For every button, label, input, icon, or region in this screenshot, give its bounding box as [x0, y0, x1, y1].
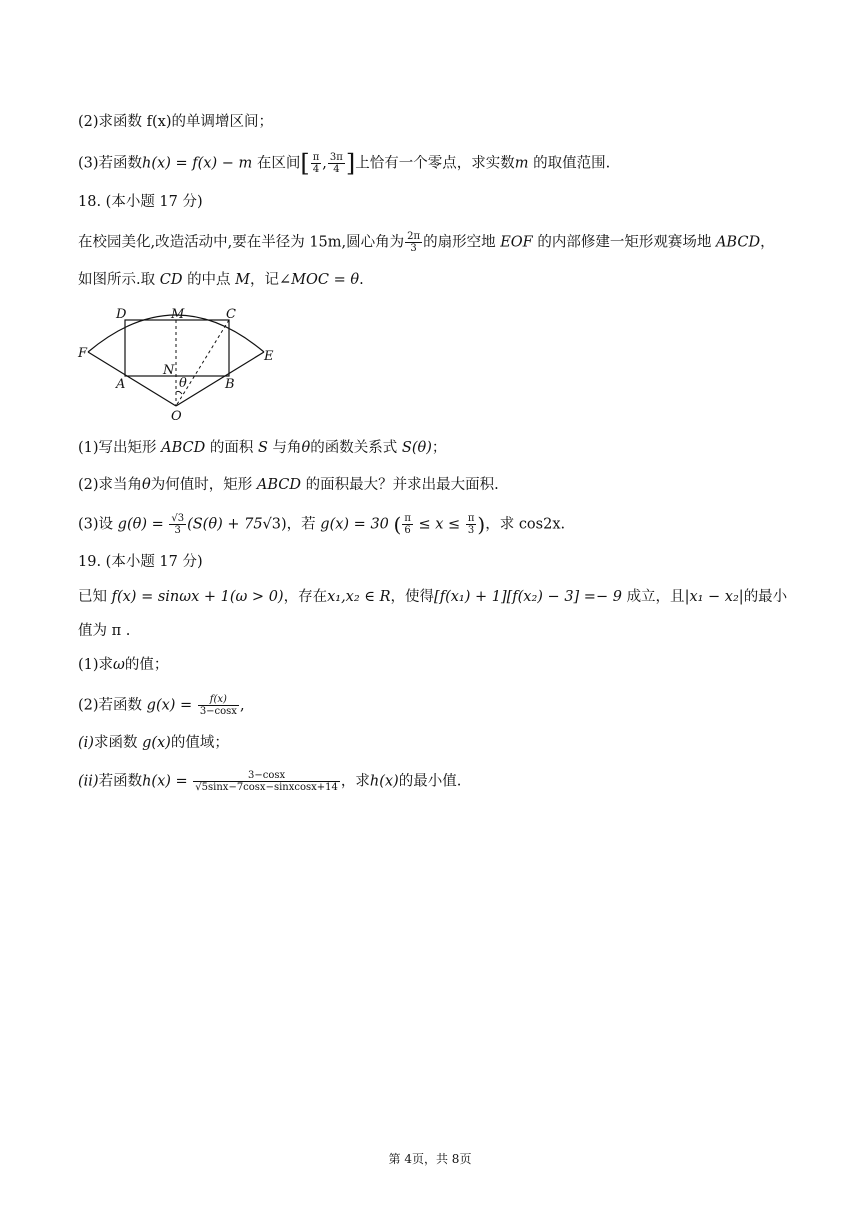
q19-i-a: (i): [78, 735, 94, 751]
q18-1-s-theta: S(θ): [401, 440, 432, 456]
q18-1-c: 的面积: [209, 440, 254, 456]
q18-2-a: (2)求当角: [78, 477, 143, 493]
label-f: F: [78, 346, 88, 361]
q17-part3: (3)若函数h(x) = f(x) − m 在区间[ $\frac{\pi}{4}$ , $\frac{3\pi}{4}$ ]上恰有一个零点，求实数m 的取值范围.: [78, 149, 611, 178]
q18-body1-abcd: ABCD: [715, 234, 761, 251]
interval-left-fraction: [311, 152, 322, 175]
q19-i-g: g(x): [142, 735, 171, 751]
paren-close: ): [477, 512, 486, 537]
q18-body-line1: [78, 231, 775, 254]
bound-left-num: π: [404, 513, 411, 524]
interval-right-den: 4: [333, 164, 340, 175]
sqrt3-over-3-fraction: [169, 513, 186, 536]
q18-body1-eof: EOF: [500, 234, 533, 251]
q19-body1-a: 已知: [78, 589, 107, 605]
label-d: D: [116, 307, 127, 322]
q19-ii-f: 的最小值.: [398, 773, 462, 790]
q18-2-theta: θ: [142, 477, 151, 493]
bound-right-num: π: [467, 513, 475, 524]
q19-body-line1: [78, 587, 787, 607]
q18-body1-f: ，: [760, 234, 775, 251]
q19-1-c: 的值；: [124, 657, 169, 673]
q18-1-g: 的函数关系式: [310, 440, 398, 456]
bound-right-fraction: [466, 513, 477, 536]
dashed-oc: [176, 320, 229, 406]
angle-num: 2π: [407, 231, 421, 242]
q19-2-c: ,: [239, 697, 245, 714]
h-fraction: [193, 770, 340, 793]
q19-body1-c: ，存在: [283, 589, 328, 605]
q19-body1-e: ，使得: [390, 589, 435, 605]
label-theta: θ: [179, 376, 187, 391]
bound-left-fraction: [402, 513, 413, 536]
paren-open: (: [393, 512, 402, 537]
q17-part3-text-f: 的取值范围.: [533, 155, 611, 172]
q19-1-omega: ω: [113, 657, 125, 673]
q18-body2-e: ，记: [250, 272, 280, 288]
q18-header-text: 18. (本小题 17 分): [78, 194, 203, 210]
g-fraction: [198, 694, 239, 717]
q19-1-a: (1)求: [78, 657, 114, 673]
q19-ii-d: ，求: [340, 773, 370, 790]
angle-den: 3: [410, 243, 417, 254]
q18-body-line2: [78, 270, 364, 290]
q17-part3-text-a: (3)若函数: [78, 155, 143, 172]
q18-3-a: (3)设: [78, 516, 114, 533]
q19-ii-a: (ii): [78, 773, 99, 790]
sqrt3-den: 3: [174, 525, 181, 536]
q19-i-b: 求函数: [93, 735, 138, 751]
h-num: 3−cosx: [193, 770, 340, 782]
label-e: E: [264, 349, 274, 364]
interval-left-num: π: [312, 152, 320, 163]
q18-body2-c: 的中点: [187, 272, 231, 288]
sqrt3-num: √3: [171, 513, 185, 524]
label-n: N: [163, 363, 175, 378]
q19-body1-equation: [f(x₁) + 1][f(x₂) − 3] =− 9: [434, 589, 622, 605]
q18-body2-cd: CD: [159, 272, 183, 288]
radius-oe: [176, 352, 264, 406]
q18-header: [78, 192, 203, 212]
q18-3-d: )，若: [281, 516, 316, 533]
bound-right-den: 3: [467, 525, 475, 536]
q18-3-c: (S(θ) + 75: [187, 516, 263, 533]
q19-header: [78, 552, 203, 572]
q19-body1-i: 的最小: [743, 589, 788, 605]
q18-body2-angle: ∠MOC = θ: [279, 272, 360, 288]
g-num: f(x): [198, 694, 239, 706]
right-bracket: ]: [345, 149, 356, 178]
label-c: C: [226, 307, 236, 322]
q18-3-cos2x: cos2x.: [518, 516, 566, 533]
q17-part3-var-m: m: [514, 155, 529, 172]
q17-part2-text: (2)求函数 f(x)的单调增区间；: [78, 114, 274, 130]
page-number: 第 4页，共 8页: [388, 1152, 472, 1166]
q18-3-g-x: g(x) = 30: [320, 516, 389, 533]
interval-left-den: 4: [312, 164, 320, 175]
q18-1-i: ；: [431, 440, 447, 456]
q18-body2-m: M: [235, 272, 251, 288]
q19-2-g: g(x) =: [146, 697, 193, 714]
label-m: M: [171, 307, 185, 322]
bound-left-den: 6: [404, 525, 411, 536]
page-footer: [0, 1150, 860, 1167]
q19-header-text: 19. (本小题 17 分): [78, 554, 203, 570]
q19-body1-x1x2: x₁,x₂ ∈ R: [327, 589, 391, 605]
q19-body1-f: f(x) = sinωx + 1(ω > 0): [111, 589, 284, 605]
q18-body1-b: 的扇形空地: [423, 234, 496, 251]
q18-1-a: (1)写出矩形: [78, 440, 157, 456]
h-den: √5sinx−7cosx−sinxcosx+14: [195, 782, 338, 793]
q18-2-e: 的面积最大？并求出最大面积.: [305, 477, 499, 493]
label-a: A: [116, 377, 126, 392]
q18-part2: [78, 475, 499, 495]
radius-of: [88, 352, 176, 406]
q18-2-c: 为何值时，矩形: [150, 477, 253, 493]
interval-right-fraction: [328, 152, 345, 175]
g-den: 3−cosx: [199, 706, 237, 717]
q18-1-s: S: [258, 440, 268, 456]
label-o: O: [171, 409, 182, 424]
q18-body1-d: 的内部修建一矩形观赛场地: [537, 234, 712, 251]
q18-1-e: 与角: [272, 440, 302, 456]
q19-part1: [78, 655, 168, 675]
q18-1-abcd: ABCD: [161, 440, 206, 456]
q19-part2: [78, 694, 245, 717]
label-b: B: [225, 377, 235, 392]
q18-body2-a: 如图所示.取: [78, 272, 156, 288]
q17-part3-text-c: 在区间: [256, 155, 301, 172]
angle-fraction: [405, 231, 422, 254]
q17-part3-text-d: 上恰有一个零点，求实数: [355, 155, 515, 172]
q19-body2-text: 值为 π .: [78, 623, 131, 639]
q19-ii-hx: h(x): [369, 773, 399, 790]
q18-body2-g: .: [359, 272, 364, 288]
q19-2-a: (2)若函数: [78, 697, 143, 714]
q19-part-ii: [78, 770, 461, 793]
sector-rectangle-figure: [76, 300, 286, 425]
q19-body1-abs: |x₁ − x₂|: [684, 589, 744, 605]
q18-body1-a: 在校园美化,改造活动中,要在半径为 15m,圆心角为: [78, 234, 405, 251]
q18-1-theta: θ: [301, 440, 311, 456]
q18-3-g-theta: g(θ) =: [117, 516, 164, 533]
rectangle-abcd: [125, 320, 229, 376]
q19-ii-b: 若函数: [98, 773, 143, 790]
q19-i-d: 的值域；: [170, 735, 229, 751]
q18-part3: [78, 513, 565, 536]
left-bracket: [: [300, 149, 310, 178]
q17-part3-function: h(x) = f(x) − m: [142, 155, 253, 172]
q18-3-f: ，求: [485, 516, 515, 533]
q19-part-i: [78, 733, 229, 753]
q18-part1: [78, 438, 446, 458]
q17-part2: [78, 112, 273, 132]
sqrt3-inline: √3: [262, 516, 282, 533]
interval-right-num: 3π: [329, 152, 343, 163]
q19-ii-h: h(x) =: [142, 773, 188, 790]
q18-2-abcd: ABCD: [256, 477, 302, 493]
q19-body-line2: [78, 621, 130, 641]
angle-arc: [176, 391, 182, 394]
bound-mid: ≤ x ≤: [418, 516, 461, 533]
q19-body1-g: 成立，且: [626, 589, 685, 605]
